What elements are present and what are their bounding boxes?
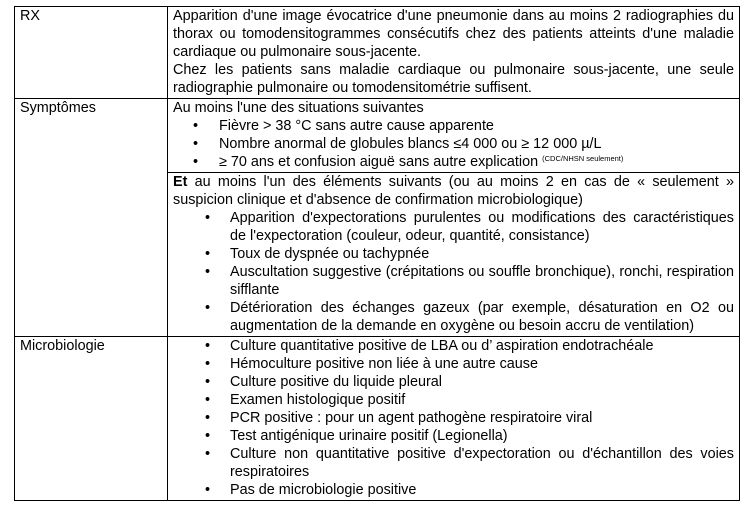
symptomes-list [173,117,734,171]
list-item: • Toux de dyspnée ou tachypnée [173,245,734,263]
list-item [173,153,734,171]
row-label-symptomes: Symptômes [15,99,168,337]
list-item: • Test antigénique urinaire positif (Legionella) [173,427,734,445]
list-item-text: Nombre anormal de globules blancs ≤4 000 ou ≥ 12 000 µ/L [219,136,602,152]
row-microbiologie [15,337,740,501]
list-item: • Auscultation suggestive (crépitations ou souffle bronchique), ronchi, respiration sifflante [173,263,734,299]
criteria-table [14,6,740,501]
row-label-rx: RX [15,7,168,99]
symptomes-intro-2 [173,173,734,209]
row-rx [15,7,740,99]
list-item: • Pas de microbiologie positive [173,481,734,499]
list-item: • Hémoculture positive non liée à une autre cause [173,355,734,373]
rx-paragraph-2: Chez les patients sans maladie cardiaque ou pulmonaire sous-jacente, une seule radiographie pulmonaire ou tomodensitométrie suffisent. [173,62,734,96]
symptomes-intro: Au moins l'une des situations suivantes [173,100,424,116]
symptomes-content-1 [168,99,740,173]
symptomes-list-2 [173,209,734,335]
list-item: • Culture quantitative positive de LBA ou d’ aspiration endotrachéale [173,337,734,355]
row-symptomes [15,99,740,173]
list-item: • Détérioration des échanges gazeux (par exemple, désaturation en O2 ou augmentation de la demande en oxygène ou besoin accru de ventilation) [173,299,734,335]
list-item [173,117,734,135]
rx-content [168,7,740,99]
list-item: • Apparition d'expectorations purulentes ou modifications des caractéristiques de l'expectoration (couleur, odeur, quantité, consistance) [173,209,734,245]
list-item-text: Fièvre > 38 °C sans autre cause apparente [219,118,494,134]
list-item [173,135,734,153]
list-item: • PCR positive : pour un agent pathogène respiratoire viral [173,409,734,427]
micro-list [173,337,734,499]
row-label-microbiologie: Microbiologie [15,337,168,501]
rx-paragraph-1: Apparition d'une image évocatrice d'une pneumonie dans au moins 2 radiographies du thorax ou tomodensitogrammes consécutifs chez des patients atteints d'une maladie cardiaque ou pulmonaire sous-jacente. [173,8,734,60]
symptomes-content-2 [168,173,740,337]
intro-rest: au moins l'un des éléments suivants (ou au moins 2 en cas de « seulement » suspicion clinique et d'absence de confirmation microbiologique) [173,174,734,208]
cdc-nhsn-note: (CDC/NHSN seulement) [542,154,624,163]
list-item: • Culture positive du liquide pleural [173,373,734,391]
intro-bold-word: Et [173,174,188,190]
list-item: • Examen histologique positif [173,391,734,409]
list-item: • Culture non quantitative positive d'expectoration ou d'échantillon des voies respiratoires [173,445,734,481]
micro-content [168,337,740,501]
list-item-text: ≥ 70 ans et confusion aiguë sans autre explication [219,154,539,170]
